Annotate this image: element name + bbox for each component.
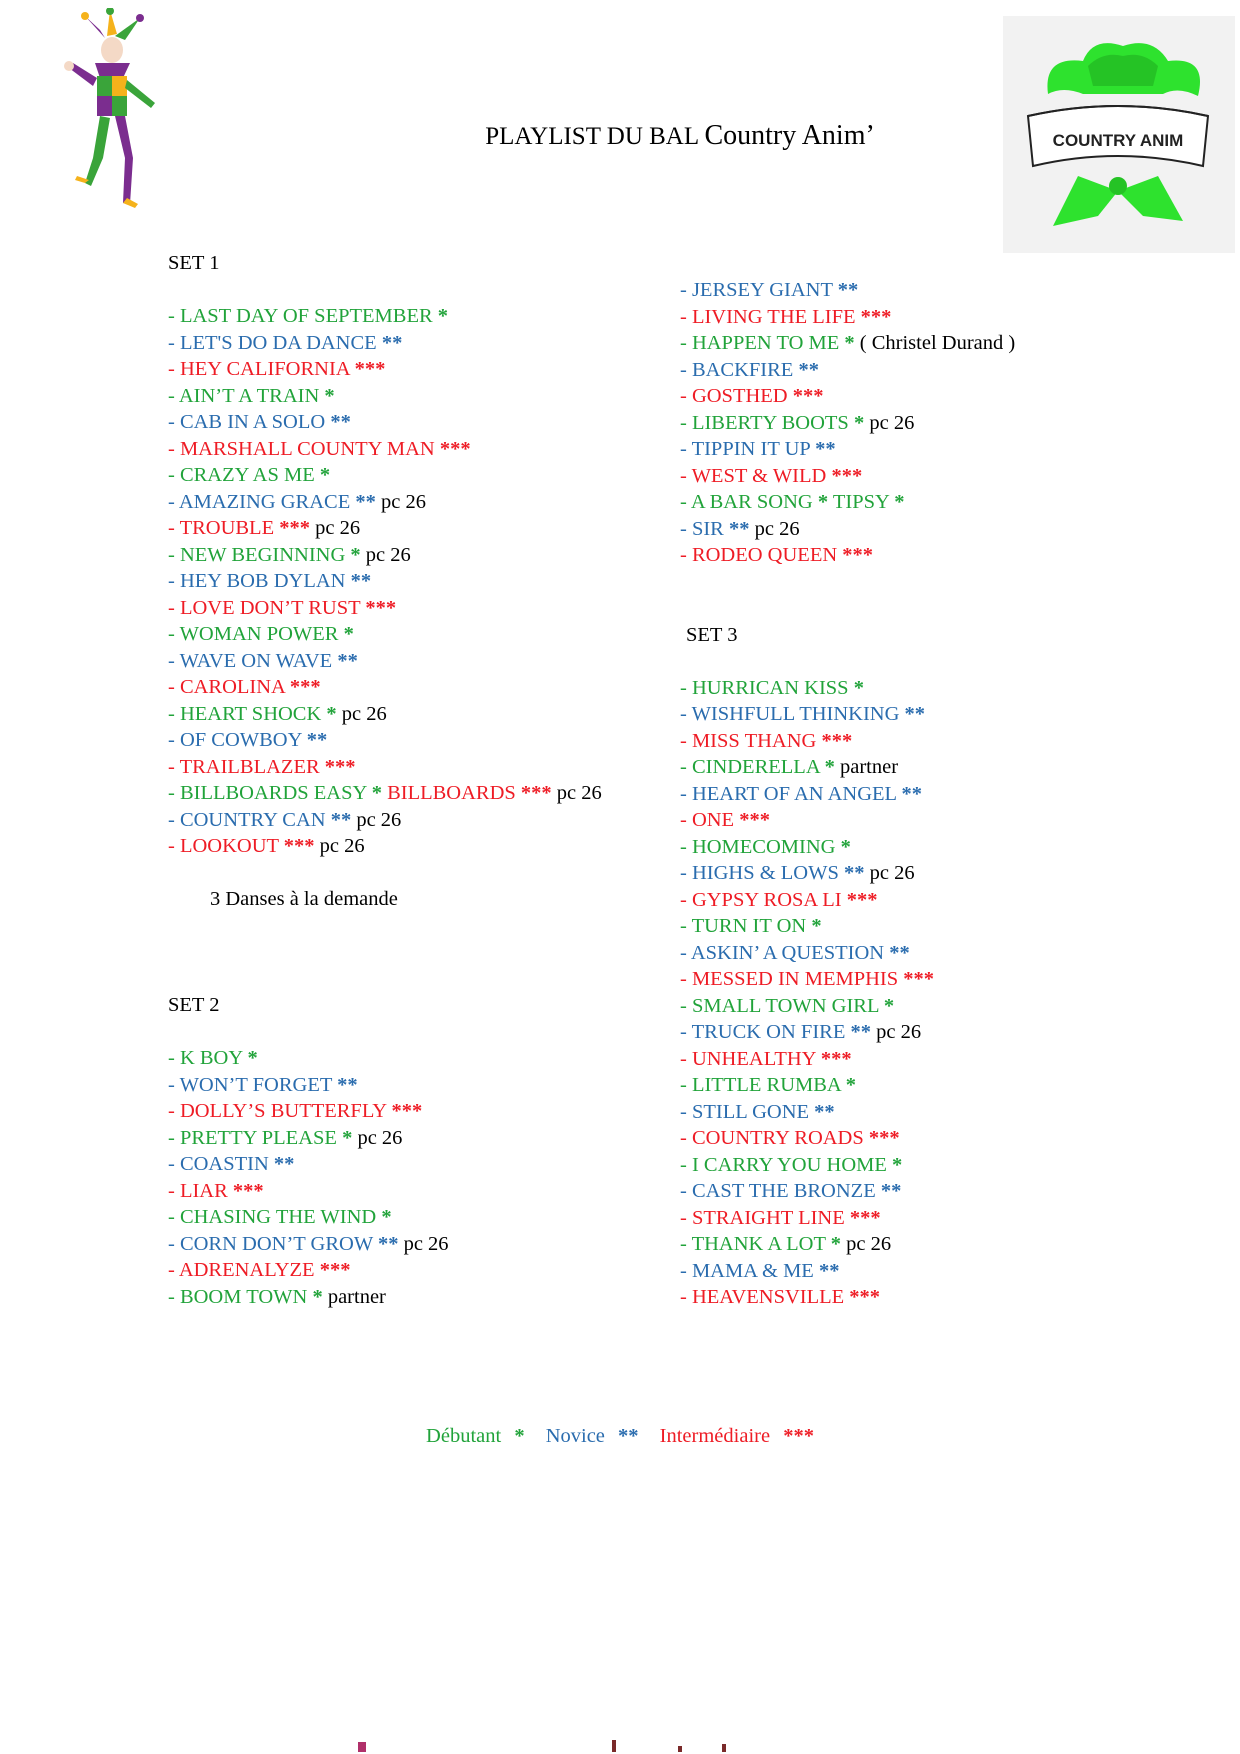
- song-row: [168, 1284, 602, 1311]
- set3-list: [680, 675, 1015, 1311]
- song-row: [680, 330, 1015, 357]
- song-level-stars: ***: [289, 676, 321, 698]
- song-row: [168, 807, 602, 834]
- song-note: pc 26: [380, 490, 426, 513]
- song-level-stars: *: [853, 676, 864, 699]
- song-row: [680, 701, 1015, 728]
- song-title: - LAST DAY OF SEPTEMBER: [168, 305, 433, 327]
- legend-debutant: Débutant *: [426, 1425, 525, 1447]
- song-row: [680, 887, 1015, 914]
- song-title: - COUNTRY ROADS: [680, 1127, 864, 1149]
- song-level-stars: ***: [849, 1286, 881, 1308]
- song-title: - LOVE DON’T RUST: [168, 596, 361, 619]
- song-note: pc 26: [876, 1021, 922, 1043]
- song-title: - ONE: [680, 809, 740, 831]
- song-note: pc 26: [869, 411, 915, 434]
- song-level-stars: *: [312, 1285, 323, 1308]
- song-title: - LET'S DO DA DANCE: [168, 331, 382, 354]
- song-row: [680, 675, 1015, 702]
- song-note: pc 26: [356, 808, 402, 831]
- song-title: - GOSTHED: [680, 385, 788, 407]
- song-title: - SIR: [680, 517, 724, 540]
- song-title: - HIGHS & LOWS: [680, 862, 839, 884]
- song-title: - HAPPEN TO ME: [680, 332, 840, 354]
- song-level-stars: **: [306, 729, 328, 751]
- song-title: - MESSED IN MEMPHIS: [680, 968, 899, 990]
- song-level-stars: ***: [820, 1047, 852, 1070]
- song-title: - HEY CALIFORNIA: [168, 358, 355, 380]
- song-level-stars: ***: [792, 385, 824, 407]
- song-title: - TURN IT ON: [680, 915, 807, 937]
- song-row: [680, 860, 1015, 887]
- song-title: - AIN’T A TRAIN: [168, 384, 320, 407]
- song-title: - HEART OF AN ANGEL: [680, 782, 897, 805]
- song-row: [680, 383, 1015, 410]
- song-title: - THANK A LOT: [680, 1233, 826, 1255]
- song-level-stars: *: [844, 332, 855, 354]
- set1-title: SET 1: [168, 252, 220, 274]
- song-level-stars: **: [330, 411, 351, 433]
- song-level-stars: *: [845, 1074, 856, 1096]
- song-level-stars: *: [342, 1126, 353, 1149]
- song-level-stars: *: [326, 702, 337, 725]
- set1-list-end: [168, 807, 602, 860]
- song-note: pc 26: [341, 702, 387, 725]
- song-row: [680, 913, 1015, 940]
- song-title: - WOMAN POWER: [168, 623, 339, 645]
- song-row: [680, 1046, 1015, 1073]
- song-title: - TRUCK ON FIRE: [680, 1021, 846, 1043]
- song-row: [168, 595, 602, 622]
- song-level-stars: *: [319, 464, 331, 486]
- song-level-stars: **: [337, 649, 358, 672]
- song-level-stars: **: [901, 782, 922, 805]
- song-title: - LITTLE RUMBA: [680, 1074, 846, 1096]
- song-title: - WAVE ON WAVE: [168, 649, 333, 672]
- song-row: [168, 356, 602, 383]
- song-title: - MAMA & ME: [680, 1259, 814, 1282]
- song-level-stars: **: [844, 862, 865, 884]
- song-note: pc 26: [754, 517, 800, 540]
- title-brand: Country Anim’: [704, 120, 875, 151]
- legend-novice: Novice **: [545, 1425, 639, 1447]
- song-level-stars: ***: [319, 1259, 351, 1281]
- song-title: - NEW BEGINNING: [168, 543, 346, 566]
- song-title: - ADRENALYZE: [168, 1259, 315, 1281]
- song-title: - CAB IN A SOLO: [168, 411, 326, 433]
- set2-list-continued: [680, 277, 1015, 489]
- song-note: ( Christel Durand ): [859, 332, 1016, 354]
- song-row: [168, 833, 602, 860]
- set3-title: SET 3: [686, 623, 738, 646]
- song-level-stars: *: [247, 1047, 258, 1069]
- song-row: [168, 489, 602, 516]
- song-row: [680, 436, 1015, 463]
- song-level-stars: *: [381, 1206, 392, 1228]
- song-row: [680, 542, 1015, 569]
- song-row: [168, 1098, 602, 1125]
- song-row: [680, 1099, 1015, 1126]
- legend-intermediaire: Intermédiaire ***: [659, 1425, 814, 1447]
- song-row: [680, 966, 1015, 993]
- song-title: - MISS THANG: [680, 729, 817, 752]
- song-note: pc 26: [365, 543, 411, 566]
- song-row: [168, 383, 602, 410]
- song-title: - COUNTRY CAN: [168, 808, 326, 831]
- song-level-stars: ***: [232, 1179, 264, 1202]
- song-level-stars: ***: [279, 517, 310, 539]
- song-level-stars: ***: [739, 809, 770, 831]
- song-level-stars: ***: [849, 1206, 881, 1229]
- page-title: [0, 120, 1240, 152]
- song-row: [680, 277, 1015, 304]
- song-row: [168, 462, 602, 489]
- set2-list-end: [680, 516, 1015, 569]
- song-row: [168, 303, 602, 330]
- song-level-stars: **: [818, 1259, 840, 1282]
- song-row: [680, 516, 1015, 543]
- song-title: - CORN DON’T GROW: [168, 1232, 373, 1255]
- song-title: - TRAILBLAZER: [168, 755, 320, 778]
- song-row: [680, 1125, 1015, 1152]
- song-row: [168, 1151, 602, 1178]
- song-title: - WON’T FORGET: [168, 1073, 332, 1096]
- song-row: [168, 1257, 602, 1284]
- song-row: [680, 1231, 1015, 1258]
- song-level-stars: **: [814, 1100, 835, 1123]
- song-title: - DOLLY’S BUTTERFLY: [168, 1100, 387, 1122]
- song-row: [680, 410, 1015, 437]
- jester-face: [101, 37, 123, 63]
- song-row: [680, 728, 1015, 755]
- song-level-stars: ***: [842, 544, 874, 566]
- song-row: [168, 515, 602, 542]
- song-title: - OF COWBOY: [168, 729, 302, 751]
- song-note: pc 26: [319, 835, 365, 857]
- song-row: [680, 754, 1015, 781]
- song-row: [168, 330, 602, 357]
- song-row: [168, 701, 602, 728]
- song-level-stars: ***: [846, 888, 878, 911]
- song-level-stars: ***: [354, 358, 386, 380]
- level-legend: [0, 1425, 1240, 1448]
- song-level-stars: ***: [821, 729, 853, 752]
- song-level-stars: **: [904, 703, 926, 725]
- song-level-stars: *: [824, 756, 835, 778]
- song-row: [680, 834, 1015, 861]
- song-title: - BOOM TOWN: [168, 1285, 313, 1308]
- song-level-stars: **: [381, 331, 403, 354]
- song-title: - HOMECOMING: [680, 835, 836, 858]
- song-row: [168, 1231, 602, 1258]
- song-title: - HEAVENSVILLE: [680, 1286, 845, 1308]
- song-level-stars: *: [343, 623, 354, 645]
- song-title: - AMAZING GRACE: [168, 490, 351, 513]
- song-title: - STRAIGHT LINE: [680, 1206, 845, 1229]
- song-level-stars: *: [437, 305, 449, 327]
- song-title: - JERSEY GIANT: [680, 279, 833, 301]
- song-row: [680, 993, 1015, 1020]
- song-row: [168, 727, 602, 754]
- song-row: [680, 463, 1015, 490]
- song-row: [680, 1152, 1015, 1179]
- song-title: - K BOY: [168, 1047, 243, 1069]
- song-title: - UNHEALTHY: [680, 1047, 816, 1070]
- song-level-stars: ***: [324, 755, 356, 778]
- song-row: [168, 754, 602, 781]
- song-level-stars: **: [880, 1180, 902, 1202]
- song-title: - HEY BOB DYLAN: [168, 570, 346, 592]
- song-title: - LIBERTY BOOTS: [680, 411, 849, 434]
- song-note: partner: [327, 1285, 386, 1308]
- song-title: - GYPSY ROSA LI: [680, 888, 847, 911]
- song-title: - I CARRY YOU HOME: [680, 1153, 887, 1176]
- song-level-stars: **: [337, 1073, 358, 1096]
- song-row: [168, 1072, 602, 1099]
- song-row: [680, 1178, 1015, 1205]
- right-column: [680, 277, 1015, 1311]
- set1-list: [168, 303, 602, 780]
- song-row: [680, 1284, 1015, 1311]
- song-row: [680, 1072, 1015, 1099]
- song-level-stars: **: [837, 279, 859, 301]
- request-note: 3 Danses à la demande: [210, 888, 398, 910]
- song-title: - MARSHALL COUNTY MAN: [168, 437, 435, 460]
- song-title: - LIAR: [168, 1179, 228, 1202]
- song-row: [168, 1178, 602, 1205]
- song-level-stars: ***: [439, 437, 471, 460]
- song-level-stars: *: [892, 1153, 903, 1176]
- song-level-stars: ***: [365, 596, 397, 619]
- song-title: - RODEO QUEEN: [680, 544, 838, 566]
- song-level-stars: *: [324, 384, 335, 407]
- song-title: - CRAZY AS ME: [168, 464, 320, 486]
- left-column: [168, 250, 602, 1310]
- song-level-stars: *: [350, 543, 361, 566]
- set2-list: [168, 1045, 602, 1310]
- song-level-stars: *: [853, 411, 865, 434]
- song-level-stars: **: [273, 1153, 295, 1175]
- song-row: [168, 409, 602, 436]
- song-row: [168, 1125, 602, 1152]
- song-title: - BACKFIRE: [680, 358, 799, 381]
- song-title: - STILL GONE: [680, 1100, 810, 1123]
- song-title: - WEST & WILD: [680, 464, 832, 487]
- song-level-stars: ***: [283, 835, 315, 857]
- song-bar-song: - A BAR SONG * TIPSY *: [680, 491, 905, 513]
- song-row: [168, 436, 602, 463]
- song-title: - CINDERELLA: [680, 756, 825, 778]
- song-row: [680, 1205, 1015, 1232]
- song-title: - CAST THE BRONZE: [680, 1180, 876, 1202]
- song-billboards: - BILLBOARDS EASY * BILLBOARDS *** pc 26: [168, 782, 602, 804]
- title-prefix: PLAYLIST DU BAL: [485, 123, 699, 150]
- song-row: [168, 568, 602, 595]
- song-title: - CHASING THE WIND: [168, 1206, 377, 1228]
- song-level-stars: **: [815, 438, 836, 460]
- song-row: [680, 357, 1015, 384]
- song-level-stars: ***: [868, 1127, 900, 1149]
- song-row: [680, 781, 1015, 808]
- song-row: [168, 674, 602, 701]
- song-level-stars: **: [330, 808, 352, 831]
- set2-title: SET 2: [168, 994, 220, 1016]
- song-level-stars: **: [889, 941, 910, 964]
- song-title: - TIPPIN IT UP: [680, 438, 811, 460]
- song-title: - COASTIN: [168, 1153, 274, 1175]
- song-level-stars: *: [830, 1233, 841, 1255]
- song-title: - ASKIN’ A QUESTION: [680, 941, 885, 964]
- song-row: [168, 1045, 602, 1072]
- jester-hat: [81, 8, 144, 40]
- song-level-stars: **: [355, 490, 376, 513]
- song-note: pc 26: [357, 1126, 403, 1149]
- song-level-stars: *: [883, 994, 895, 1017]
- song-note: pc 26: [846, 1233, 892, 1255]
- song-row: [168, 648, 602, 675]
- svg-text:COUNTRY ANIM: COUNTRY ANIM: [1052, 131, 1184, 150]
- song-title: - PRETTY PLEASE: [168, 1126, 337, 1149]
- song-row: [680, 940, 1015, 967]
- song-title: - HEART SHOCK: [168, 702, 322, 725]
- song-title: - LOOKOUT: [168, 835, 279, 857]
- song-note: pc 26: [315, 517, 361, 539]
- song-level-stars: **: [377, 1232, 399, 1255]
- footer-decorations: [0, 1738, 1240, 1754]
- song-level-stars: ***: [831, 464, 863, 487]
- song-level-stars: **: [798, 358, 819, 381]
- song-level-stars: ***: [391, 1100, 423, 1122]
- song-title: - CAROLINA: [168, 676, 285, 698]
- song-level-stars: *: [840, 835, 851, 858]
- song-note: pc 26: [403, 1232, 449, 1255]
- song-title: - SMALL TOWN GIRL: [680, 994, 879, 1017]
- song-level-stars: **: [350, 570, 372, 592]
- song-title: - LIVING THE LIFE: [680, 305, 861, 328]
- song-note: pc 26: [869, 862, 915, 884]
- song-level-stars: **: [728, 517, 750, 540]
- song-level-stars: ***: [860, 305, 892, 328]
- song-title: - HURRICAN KISS: [680, 676, 849, 699]
- song-row: [680, 1019, 1015, 1046]
- song-row: [680, 304, 1015, 331]
- song-row: [680, 807, 1015, 834]
- song-title: - TROUBLE: [168, 517, 275, 539]
- song-title: - WISHFULL THINKING: [680, 703, 900, 725]
- song-level-stars: **: [850, 1021, 871, 1043]
- song-row: [168, 1204, 602, 1231]
- song-level-stars: ***: [903, 968, 934, 990]
- song-row: [680, 1258, 1015, 1285]
- song-row: [168, 542, 602, 569]
- song-level-stars: *: [811, 915, 822, 937]
- song-row: [168, 621, 602, 648]
- song-note: partner: [840, 756, 899, 778]
